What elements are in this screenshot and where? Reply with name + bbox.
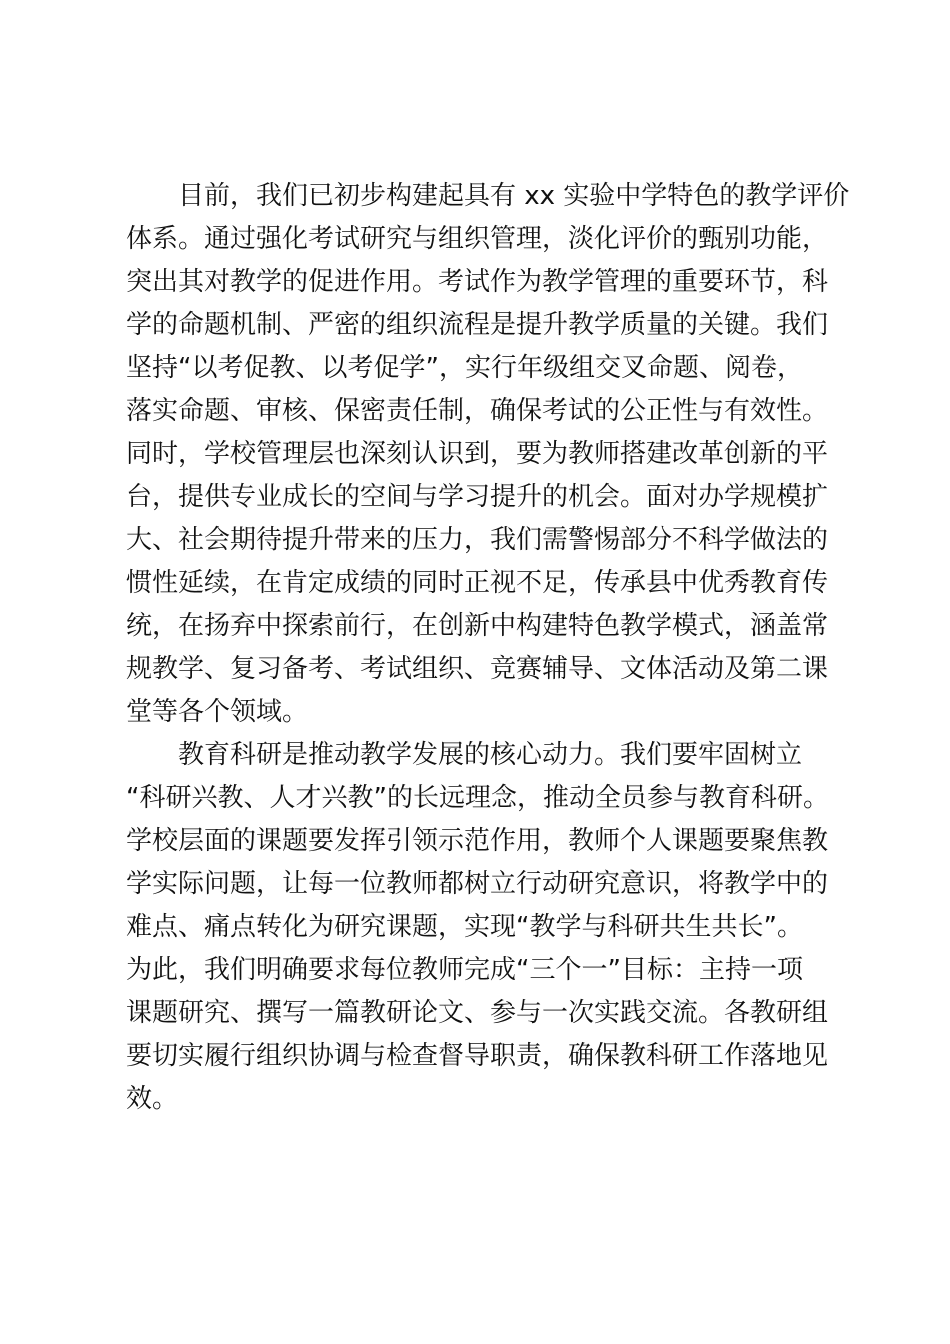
text-line: “科研兴教、人才兴教”的长远理念，推动全员参与教育科研。	[126, 783, 829, 813]
text-line: 目前，我们已初步构建起具有 xx 实验中学特色的教学评价	[178, 181, 850, 211]
text-line: 要切实履行组织协调与检查督导职责，确保教科研工作落地见	[126, 1041, 829, 1071]
text-line: 学的命题机制、严密的组织流程是提升教学质量的关键。我们	[126, 310, 829, 340]
text-line: 同时，学校管理层也深刻认识到，要为教师搭建改革创新的平	[126, 439, 829, 469]
text-line: 台，提供专业成长的空间与学习提升的机会。面对办学规模扩	[126, 482, 829, 512]
text-line: 课题研究、撰写一篇教研论文、参与一次实践交流。各教研组	[126, 998, 829, 1028]
text-line: 突出其对教学的促进作用。考试作为教学管理的重要环节，科	[126, 267, 829, 297]
text-line: 落实命题、审核、保密责任制，确保考试的公正性与有效性。	[126, 396, 829, 426]
text-line: 大、社会期待提升带来的压力，我们需警惕部分不科学做法的	[126, 525, 829, 555]
text-line: 效。	[126, 1084, 179, 1114]
text-line: 堂等各个领域。	[126, 697, 309, 727]
paragraph-teaching-evaluation	[126, 175, 850, 734]
text-line: 为此，我们明确要求每位教师完成“三个一”目标：主持一项	[126, 955, 803, 985]
text-line: 惯性延续，在肯定成绩的同时正视不足，传承县中优秀教育传	[126, 568, 829, 598]
text-line: 难点、痛点转化为研究课题，实现“教学与科研共生共长”。	[126, 912, 803, 942]
text-line: 坚持“以考促教、以考促学”，实行年级组交叉命题、阅卷，	[126, 353, 803, 383]
text-line: 教育科研是推动教学发展的核心动力。我们要牢固树立	[178, 740, 803, 770]
text-line: 学校层面的课题要发挥引领示范作用，教师个人课题要聚焦教	[126, 826, 829, 856]
text-line: 统，在扬弃中探索前行，在创新中构建特色教学模式，涵盖常	[126, 611, 829, 641]
text-line: 学实际问题，让每一位教师都树立行动研究意识，将教学中的	[126, 869, 829, 899]
text-line: 规教学、复习备考、考试组织、竞赛辅导、文体活动及第二课	[126, 654, 829, 684]
paragraph-education-research	[126, 734, 836, 1121]
text-line: 体系。通过强化考试研究与组织管理，淡化评价的甄别功能，	[126, 224, 829, 254]
document-body	[126, 175, 850, 1121]
